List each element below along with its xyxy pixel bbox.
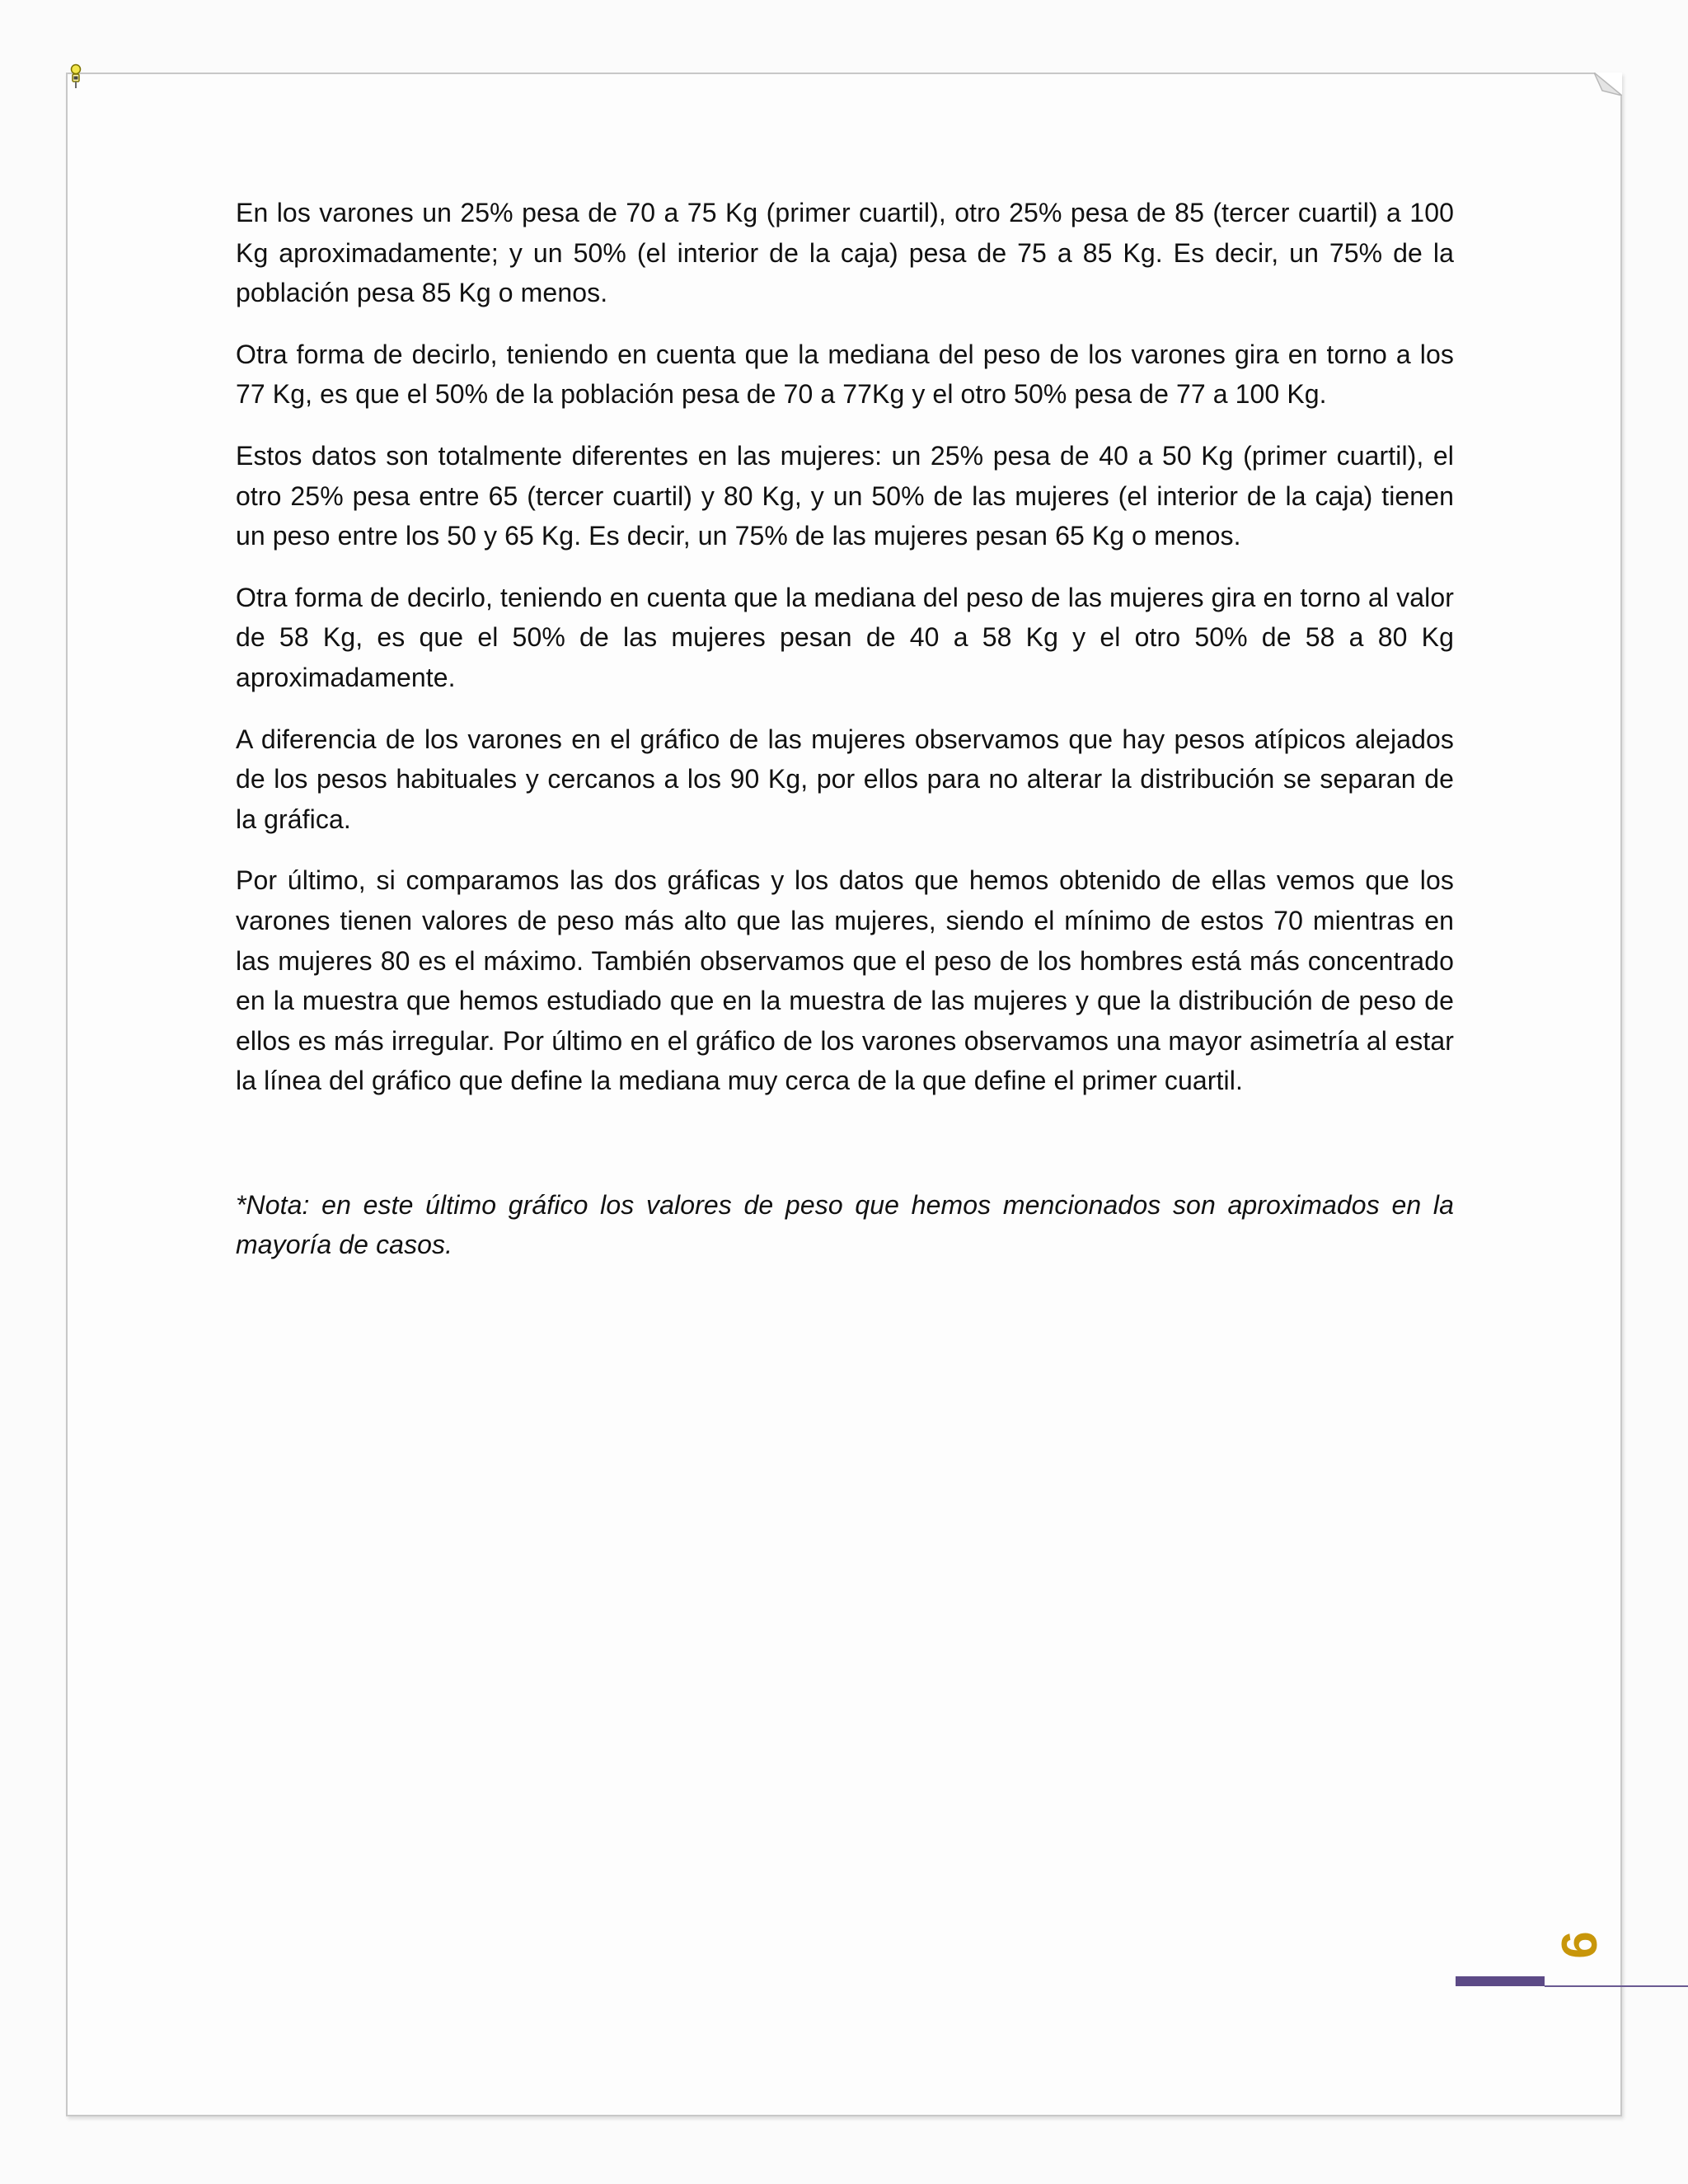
annotation-pin-icon[interactable] xyxy=(66,63,86,92)
paragraph-mujeres-mediana: Otra forma de decirlo, teniendo en cuenta que la mediana del peso de las mujeres gira en torno al valor de 58 Kg, es que el 50% de las mujeres pesan de 40 a 58 Kg y el otro 50% de 58 a 80 Kg aproximadamente. xyxy=(236,582,1454,692)
page-number: 9 xyxy=(1551,1931,1607,1959)
paragraph-conclusion: Por último, si comparamos las dos gráficas y los datos que hemos obtenido de ellas vemos que los varones tienen valores de peso más alto que las mujeres, siendo el mínimo de estos 70 mientras en las mujeres 80 es el máximo. También observamos que el peso de los hombres está más concentrado en la muestra que hemos estudiado que en la muestra de las mujeres y que la distribución de peso de ellos es más irregular. Por último en el gráfico de los varones observamos una mayor asimetría al estar la línea del gráfico que define la mediana muy cerca de la que define el primer cuartil. xyxy=(236,865,1454,1096)
paragraph-varones-mediana: Otra forma de decirlo, teniendo en cuenta que la mediana del peso de los varones gira en torno a los 77 Kg, es que el 50% de la población pesa de 70 a 77Kg y el otro 50% pesa de 77 a 100 Kg. xyxy=(236,339,1454,410)
footer-accent-bar xyxy=(1456,1976,1545,1986)
note-paragraph: *Nota: en este último gráfico los valores de peso que hemos mencionados son aproximados en la mayoría de casos. xyxy=(236,1189,1454,1260)
page-curl-icon xyxy=(1594,73,1622,96)
paragraph-mujeres-cuartiles: Estos datos son totalmente diferentes en las mujeres: un 25% pesa de 40 a 50 Kg (primer cuartil), el otro 25% pesa entre 65 (tercer cuartil) y 80 Kg, y un 50% de las mujeres (el interior de la caja) tienen un peso entre los 50 y 65 Kg. Es decir, un 75% de las mujeres pesan 65 Kg o menos. xyxy=(236,440,1454,551)
footer-rule xyxy=(1545,1985,1688,1987)
paragraph-varones-cuartiles: En los varones un 25% pesa de 70 a 75 Kg (primer cuartil), otro 25% pesa de 85 (tercer cuartil) a 100 Kg aproximadamente; y un 50% (el interior de la caja) pesa de 75 a 85 Kg. Es decir, un 75% de la población pesa 85 Kg o menos. xyxy=(236,198,1454,308)
paragraph-atipicos: A diferencia de los varones en el gráfico de las mujeres observamos que hay pesos atípicos alejados de los pesos habituales y cercanos a los 90 Kg, por ellos para no alterar la distribución se separan de la gráfica. xyxy=(236,724,1454,834)
document-body xyxy=(236,193,1454,1286)
